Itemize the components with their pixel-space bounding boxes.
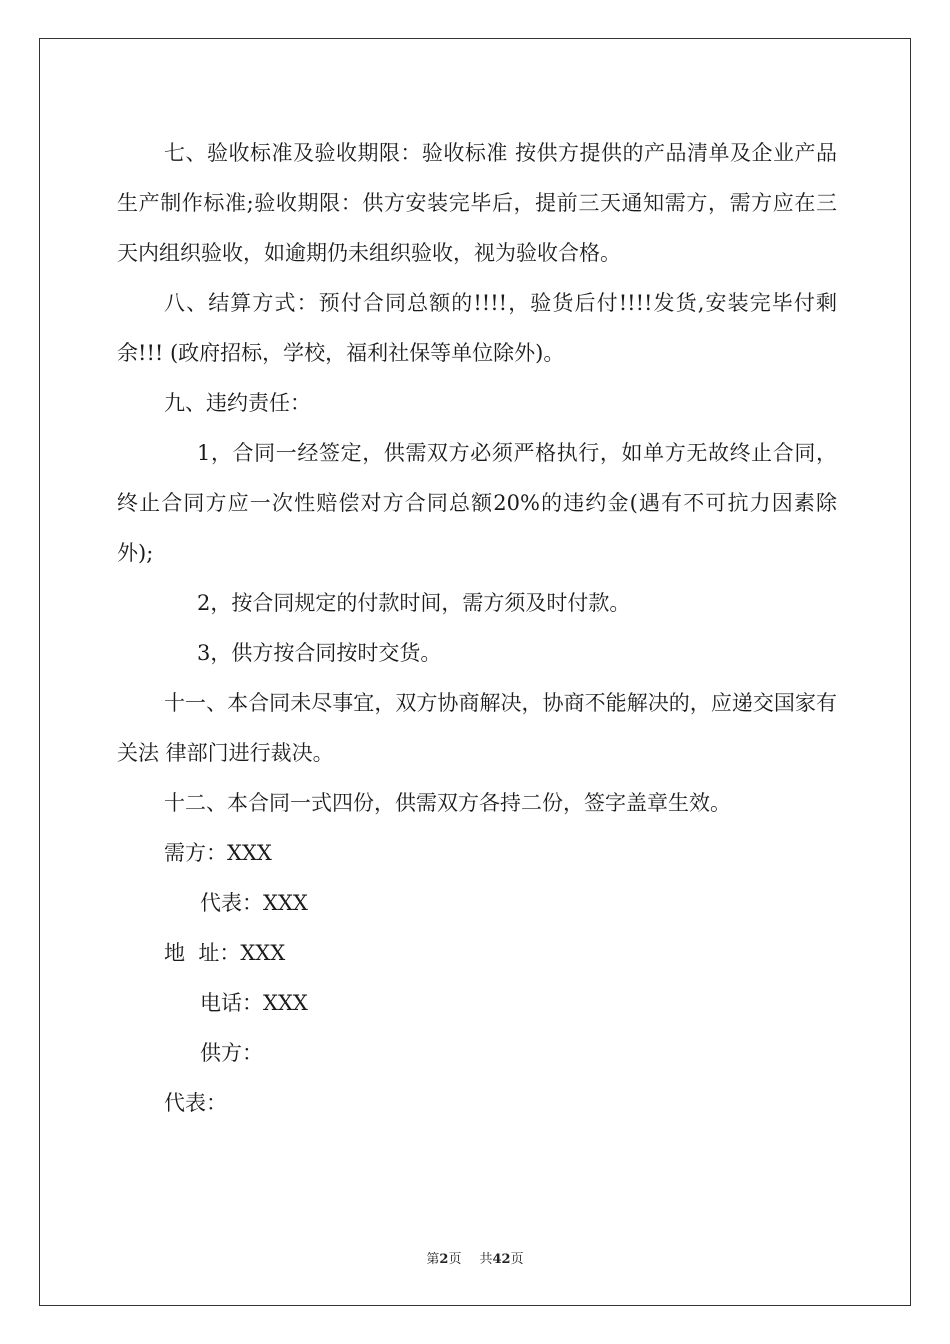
page-suffix: 页 (448, 1252, 462, 1267)
page-footer (0, 1248, 950, 1267)
page-number: 2 (439, 1252, 449, 1267)
clause-copies: 十二、本合同一式四份，供需双方各持二份，签字盖章生效。 (164, 791, 731, 815)
supply-party: 供方： (200, 1041, 263, 1065)
clause-acceptance: 七、验收标准及验收期限：验收标准 按供方提供的产品清单及企业产品生产制作标准;验收期限：供方安装完毕后，提前三天通知需方，需方应在三天内组织验收，如逾期仍未组织验收，视为验收合格。 (117, 141, 837, 265)
supply-representative: 代表： (164, 1091, 227, 1115)
demand-phone: 电话：XXX (200, 991, 308, 1015)
total-prefix: 共 (479, 1252, 493, 1267)
demand-address: 地 址：XXX (164, 941, 286, 965)
liability-item-1: 1，合同一经签定，供需双方必须严格执行，如单方无故终止合同，终止合同方应一次性赔偿对方合同总额20%的违约金(遇有不可抗力因素除外); (117, 441, 837, 565)
liability-item-3: 3，供方按合同按时交货。 (197, 641, 442, 665)
page-prefix: 第 (426, 1252, 440, 1267)
clause-disputes: 十一、本合同未尽事宜，双方协商解决，协商不能解决的，应递交国家有关法 律部门进行裁决。 (117, 691, 837, 765)
total-pages: 42 (492, 1252, 511, 1267)
document-body (117, 128, 837, 1128)
demand-party: 需方：XXX (164, 841, 272, 865)
clause-settlement: 八、结算方式：预付合同总额的!!!!，验货后付!!!!发货,安装完毕付剩余!!! (政府招标，学校，福利社保等单位除外)。 (117, 291, 837, 365)
total-suffix: 页 (510, 1252, 524, 1267)
clause-liability-heading: 九、违约责任： (164, 391, 311, 415)
demand-representative: 代表：XXX (200, 891, 308, 915)
liability-item-2: 2，按合同规定的付款时间，需方须及时付款。 (197, 591, 631, 615)
